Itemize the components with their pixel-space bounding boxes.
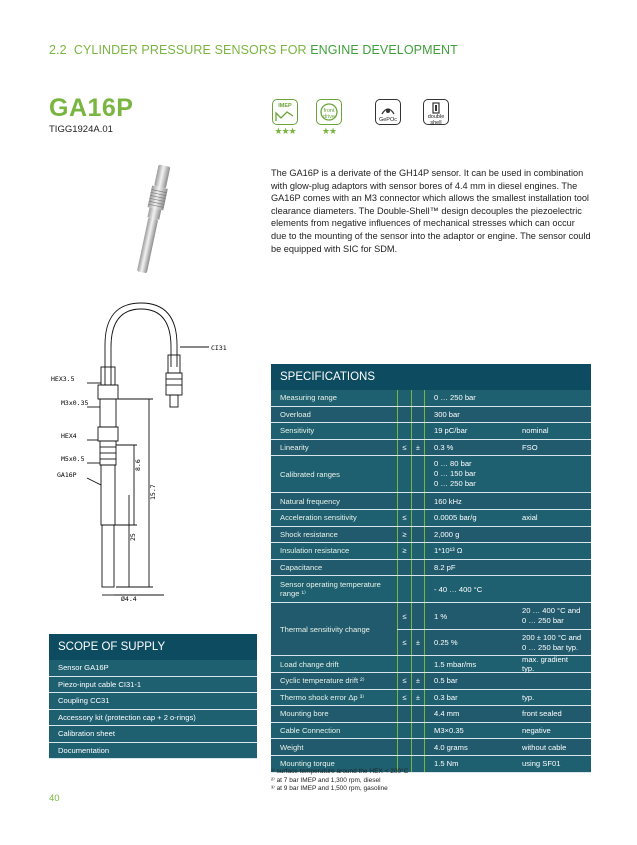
spec-value: 160 kHz [434, 496, 462, 506]
label-ga16p: GA16P [57, 471, 77, 479]
spec-value: 0 … 80 bar 0 … 150 bar 0 … 250 bar [434, 459, 476, 489]
spec-symbol: ≤ [397, 673, 411, 689]
specifications-table [271, 364, 591, 773]
spec-label: Thermal sensitivity change [280, 624, 370, 634]
spec-note: axial [522, 513, 538, 523]
spec-symbol [411, 560, 425, 576]
spec-symbol [397, 706, 411, 722]
spec-note [513, 576, 591, 602]
spec-symbol [397, 739, 411, 755]
spec-value: 1 % [434, 611, 448, 621]
product-description: The GA16P is a derivate of the GH14P sensor. It can be used in combination with glow-plug adaptors with sensor bores of 4.4 mm in diesel engines. The GA16P comes with an M3 connector which allows the smallest installation tool clearance diameters. The Double-Shell™ design decouples the piezoelectric elements from negative influences of mechanical stresses which can occur due to the mounting of the sensor into the adaptor or engine. The sensor could be equipped with SIC for SDM. [271, 168, 591, 254]
spec-symbol [411, 456, 425, 492]
spec-row [271, 527, 591, 544]
spec-row-thermal [271, 603, 591, 656]
spec-symbol [397, 560, 411, 576]
spec-symbol: ± [411, 690, 425, 706]
label-ci31: CI31 [211, 344, 227, 352]
scope-item: Calibration sheet [49, 726, 257, 743]
imep-stars: ★★★ [274, 126, 296, 136]
label-hex35: HEX3.5 [51, 375, 75, 383]
knock-icon: front drive [316, 99, 342, 125]
section-title-main: CYLINDER PRESSURE SENSORS FOR [73, 43, 307, 57]
spec-value: 0 … 250 bar [434, 393, 476, 403]
footnotes [271, 768, 408, 794]
thermal-subrow [397, 603, 591, 630]
scope-item: Piezo-input cable CI31-1 [49, 677, 257, 694]
spec-label: Thermo shock error Δp ³⁾ [280, 692, 365, 702]
spec-row [271, 560, 591, 577]
spec-symbol [397, 423, 411, 439]
label-m3: M3x0.35 [61, 399, 89, 407]
spec-label: Sensor operating temperature range ¹⁾ [280, 580, 381, 599]
footnote: ²⁾ at 7 bar IMEP and 1,300 rpm, diesel [271, 776, 381, 784]
spec-symbol [397, 576, 411, 602]
spec-symbol [411, 407, 425, 423]
label-dim-86: 8.6 [134, 459, 142, 471]
knock-stars: ★★ [321, 126, 337, 136]
spec-symbol [397, 456, 411, 492]
specifications-title: SPECIFICATIONS [271, 364, 591, 390]
spec-note: without cable [522, 742, 567, 752]
scope-item: Coupling CC31 [49, 693, 257, 710]
spec-note: 200 ± 100 °C and 0 … 250 bar typ. [522, 632, 582, 652]
spec-symbol: ≥ [397, 543, 411, 559]
spec-symbol: ± [411, 630, 425, 656]
spec-value: - 40 … 400 °C [434, 584, 483, 594]
spec-value: 1.5 Nm [434, 759, 459, 769]
spec-note [513, 456, 591, 492]
scope-of-supply-table [49, 634, 257, 759]
page-number: 40 [49, 793, 60, 804]
spec-note [513, 527, 591, 543]
spec-symbol [411, 576, 425, 602]
spec-label: Acceleration sensitivity [280, 513, 357, 523]
spec-note: using SF01 [522, 759, 561, 769]
double-shell-icon: double shell [423, 99, 449, 125]
sensor-photo [100, 160, 210, 290]
spec-label: Calibrated ranges [280, 469, 340, 479]
spec-symbol [411, 423, 425, 439]
spec-value: 0.0005 bar/g [434, 513, 477, 523]
spec-note: max. gradient typ. [522, 655, 569, 674]
spec-row [271, 723, 591, 740]
spec-row [271, 576, 591, 603]
spec-symbol: ≥ [397, 527, 411, 543]
spec-label: Overload [280, 409, 311, 419]
scope-item: Sensor GA16P [49, 660, 257, 677]
spec-note: typ. [522, 692, 535, 702]
spec-label: Load change drift [280, 659, 339, 669]
label-dim-157: 15.7 [149, 484, 157, 500]
spec-value: 0.5 bar [434, 676, 458, 686]
spec-symbol [411, 493, 425, 509]
spec-value: 4.4 mm [434, 709, 460, 719]
scope-title: SCOPE OF SUPPLY [49, 634, 257, 660]
spec-value: 1*10¹³ Ω [434, 546, 463, 556]
section-title [49, 43, 458, 57]
spec-row [271, 390, 591, 407]
spec-label: Mounting torque [280, 759, 335, 769]
spec-symbol: ± [411, 673, 425, 689]
spec-symbol: ± [411, 440, 425, 456]
scope-item: Accessory kit (protection cap + 2 o-rings) [49, 710, 257, 727]
spec-label: Shock resistance [280, 529, 338, 539]
spec-label: Capacitance [280, 563, 323, 573]
spec-note [513, 407, 591, 423]
spec-symbol [411, 543, 425, 559]
thermal-subrows [397, 603, 591, 655]
thermal-subrow [397, 630, 591, 656]
spec-label: Measuring range [280, 393, 337, 403]
spec-row [271, 423, 591, 440]
spec-value: 0.25 % [434, 638, 458, 648]
label-diameter: Ø4.4 [121, 595, 137, 603]
spec-symbol: ≤ [397, 510, 411, 526]
spec-value: M3×0.35 [434, 726, 464, 736]
spec-symbol [411, 390, 425, 406]
spec-value: 19 pC/bar [434, 426, 468, 436]
spec-row [271, 440, 591, 457]
spec-value: 2,000 g [434, 529, 460, 539]
spec-label: Linearity [280, 443, 309, 453]
label-dim-25: 25 [129, 533, 137, 541]
spec-label: Weight [280, 742, 304, 752]
spec-symbol [397, 723, 411, 739]
scope-item: Documentation [49, 743, 257, 760]
spec-label: Natural frequency [280, 496, 340, 506]
spec-symbol [411, 723, 425, 739]
spec-symbol: ≤ [397, 603, 411, 629]
spec-value: 8.2 pF [434, 563, 456, 573]
spec-row [271, 407, 591, 424]
spec-symbol [411, 656, 425, 672]
label-hex4: HEX4 [61, 432, 77, 440]
spec-label: Cable Connection [280, 726, 341, 736]
spec-symbol [411, 739, 425, 755]
spec-symbol [411, 510, 425, 526]
spec-note [513, 560, 591, 576]
spec-row [271, 673, 591, 690]
label-m5: M5x0.5 [61, 455, 85, 463]
spec-note: FSO [522, 443, 538, 453]
spec-note [513, 390, 591, 406]
spec-value: 0.3 bar [434, 692, 458, 702]
spec-row [271, 543, 591, 560]
spec-symbol [411, 706, 425, 722]
spec-value: 300 bar [434, 409, 460, 419]
spec-row [271, 739, 591, 756]
spec-note [513, 543, 591, 559]
spec-symbol: ≤ [397, 440, 411, 456]
spec-row [271, 456, 591, 493]
spec-label: Sensitivity [280, 426, 315, 436]
product-code: TIGG1924A.01 [49, 124, 113, 135]
spec-label: Mounting bore [280, 709, 329, 719]
spec-value: 0.3 % [434, 443, 454, 453]
technical-drawing [49, 295, 259, 605]
spec-symbol [397, 407, 411, 423]
spec-row [271, 690, 591, 707]
spec-symbol: ≤ [397, 690, 411, 706]
spec-note: 20 … 400 °C and 0 … 250 bar [522, 606, 581, 626]
spec-label: Cyclic temperature drift ²⁾ [280, 676, 365, 686]
spec-symbol [397, 493, 411, 509]
spec-symbol [397, 390, 411, 406]
spec-note: front sealed [522, 709, 562, 719]
section-title-accent: ENGINE DEVELOPMENT [310, 43, 458, 57]
spec-symbol [411, 756, 425, 772]
spec-value: 1.5 mbar/ms [434, 659, 477, 669]
spec-row [271, 656, 591, 673]
footnote: ¹⁾ surface temperature around the HEX < 200°C [271, 768, 409, 775]
spec-symbol [411, 603, 425, 629]
spec-row [271, 493, 591, 510]
footnote: ³⁾ at 9 bar IMEP and 1,500 rpm, gasoline [271, 785, 388, 793]
specifications-rows [271, 390, 591, 773]
spec-symbol [397, 656, 411, 672]
spec-value: 4.0 grams [434, 742, 468, 752]
spec-note [513, 493, 591, 509]
gepoc-icon: GePOc [375, 99, 401, 125]
imep-icon: IMEP [272, 99, 298, 125]
product-name: GA16P [49, 94, 134, 122]
spec-note [513, 673, 591, 689]
spec-note: negative [522, 726, 551, 736]
spec-note: nominal [522, 426, 549, 436]
spec-row [271, 706, 591, 723]
spec-label: Insulation resistance [280, 546, 350, 556]
spec-row [271, 510, 591, 527]
spec-symbol [411, 527, 425, 543]
scope-rows [49, 660, 257, 759]
spec-symbol: ≤ [397, 630, 411, 656]
section-number: 2.2 [49, 43, 67, 57]
